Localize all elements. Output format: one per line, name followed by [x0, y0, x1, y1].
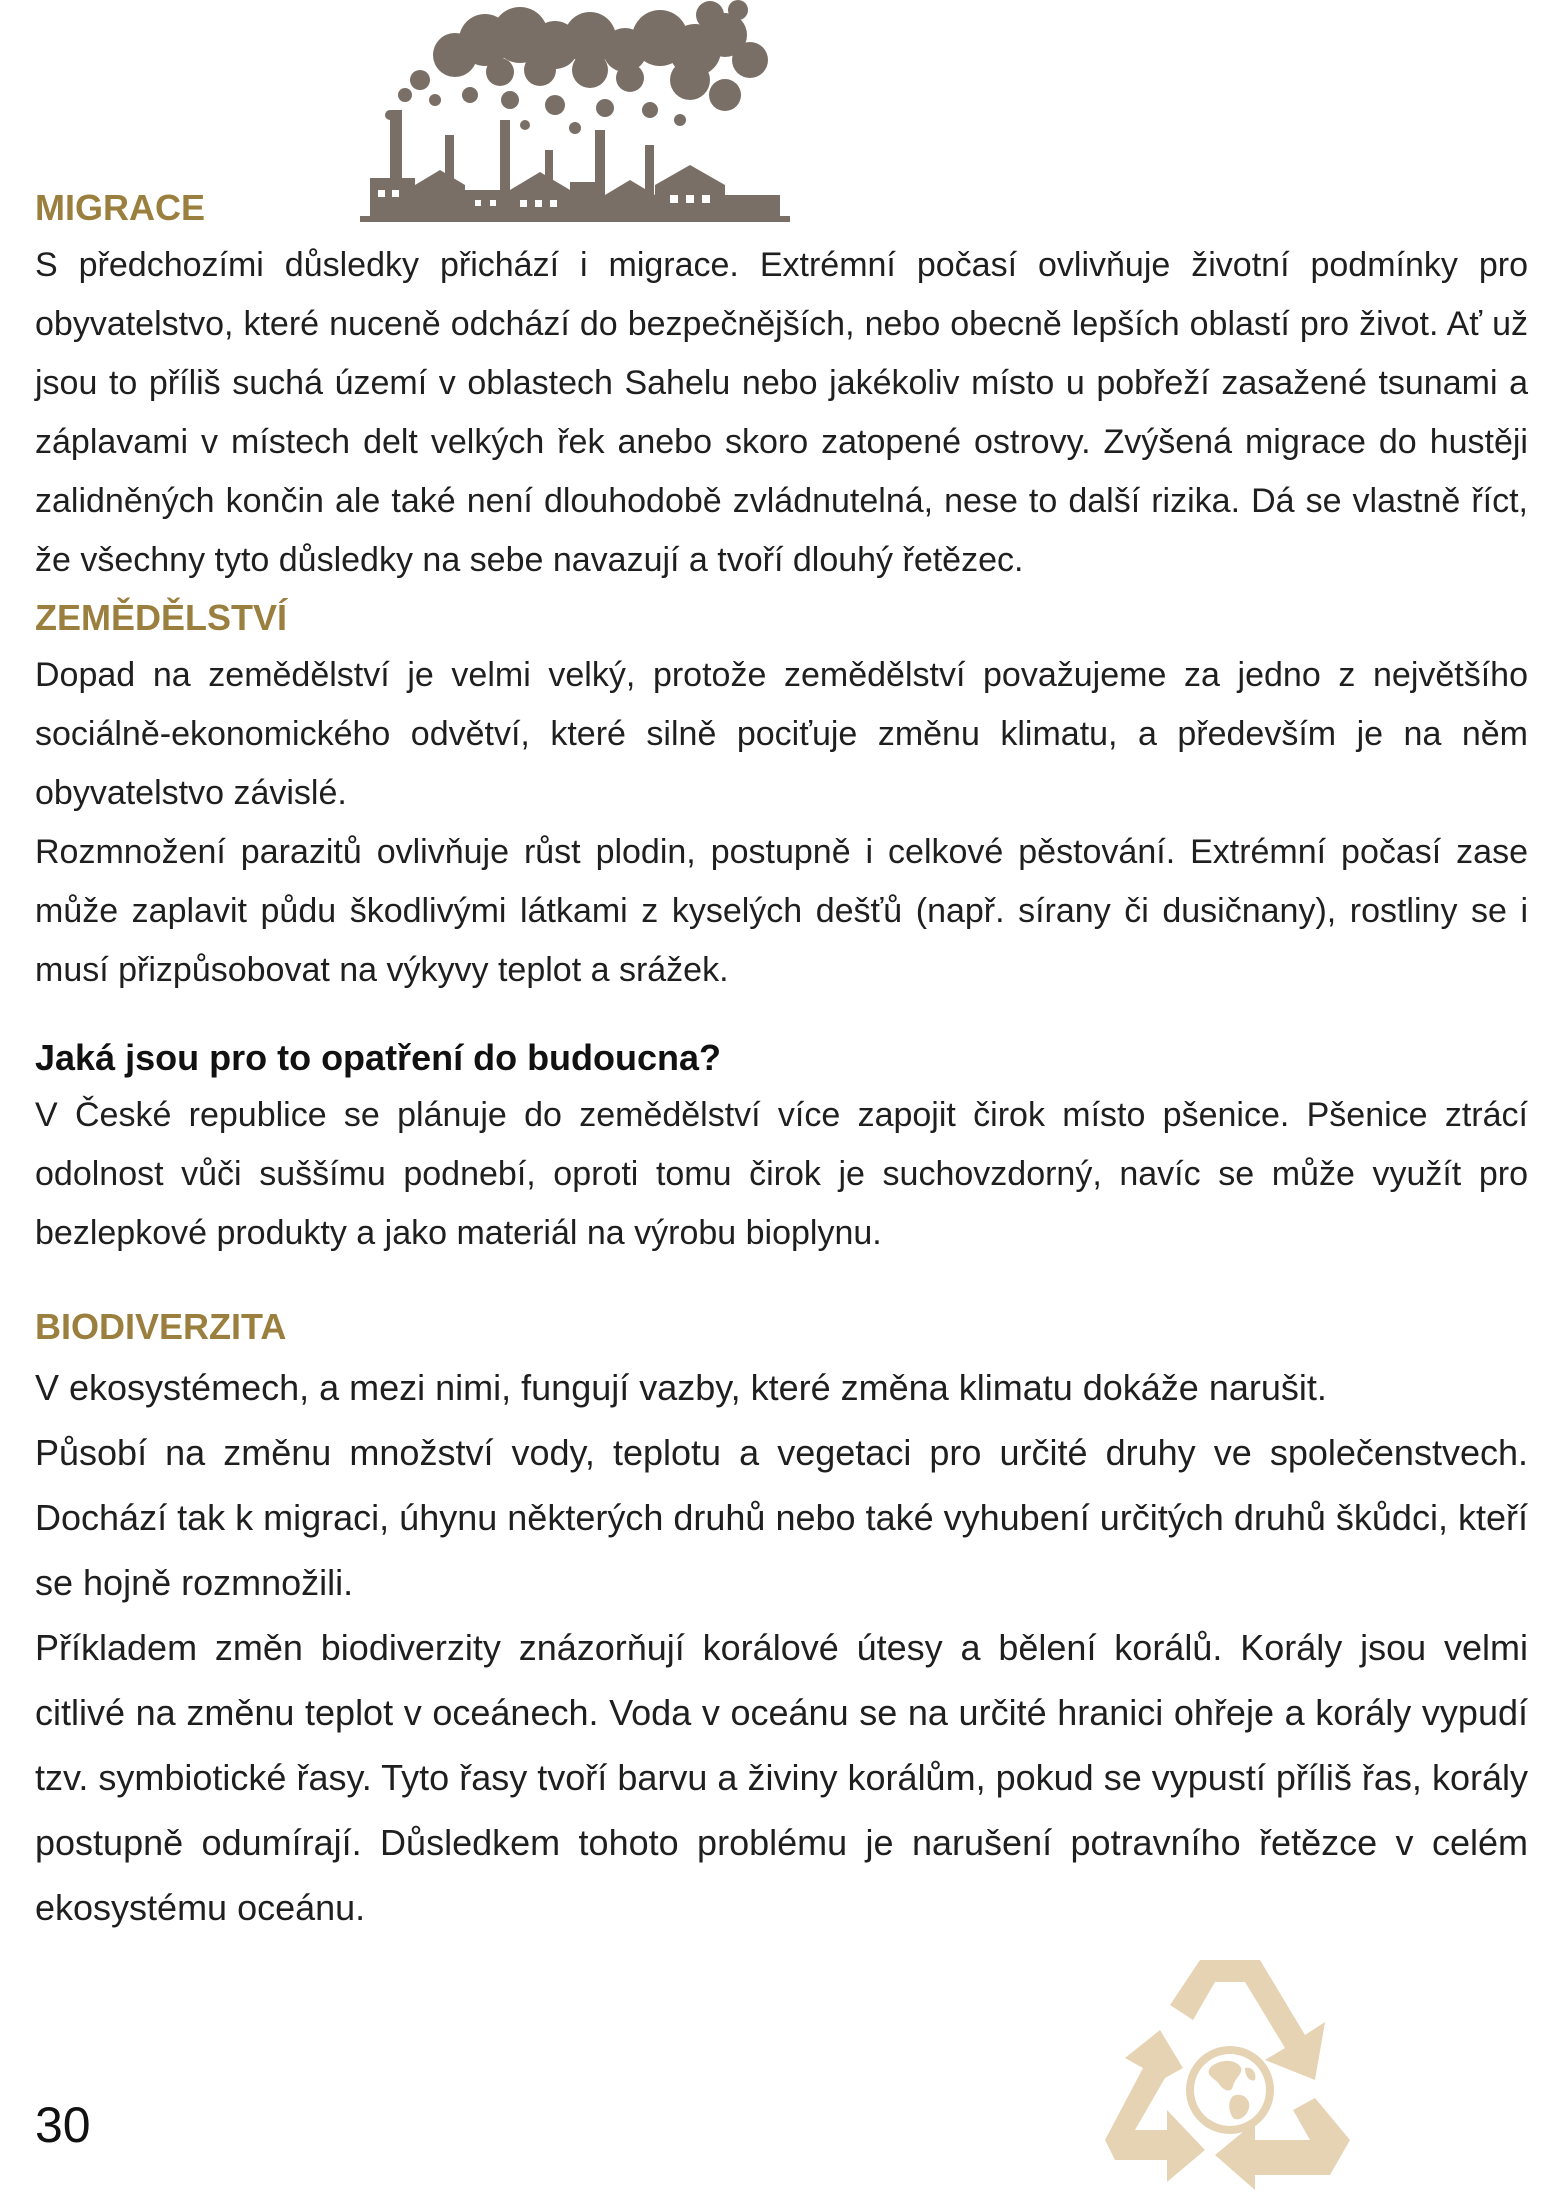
paragraph-zemedelstvi-2: Rozmnožení parazitů ovlivňuje růst plodin, postupně i celkové pěstování. Extrémní počasí zase může zaplavit půdu škodlivými látkami z kyselých dešťů (např. sírany či dusičnany), rostliny se i musí přizpůsobovat na výkyvy teplot a srážek.: [35, 833, 1528, 989]
heading-zemedelstvi: ZEMĚDĚLSTVÍ: [35, 597, 288, 638]
main-content: [35, 180, 1528, 1940]
paragraph-biodiverzita-2: Působí na změnu množství vody, teplotu a vegetaci pro určité druhy ve společenstvech. Dochází tak k migraci, úhynu některých druhů nebo také vyhubení určitých druhů škůdci, kteří se hojně rozmnožili.: [35, 1432, 1528, 1603]
heading-biodiverzita: BIODIVERZITA: [35, 1306, 287, 1347]
recycle-globe-icon: [1105, 1950, 1355, 2190]
page-number: 30: [35, 2097, 91, 2153]
heading-opatreni: Jaká jsou pro to opatření do budoucna?: [35, 1037, 722, 1078]
paragraph-migrace: S předchozími důsledky přichází i migrace. Extrémní počasí ovlivňuje životní podmínky pro obyvatelstvo, které nuceně odchází do bezpečnějších, nebo obecně lepších oblastí pro život. Ať už jsou to příliš suchá území v oblastech Sahelu nebo jakékoliv místo u pobřeží zasažené tsunami a záplavami v místech delt velkých řek anebo skoro zatopené ostrovy. Zvýšená migrace do hustěji zalidněných končin ale také není dlouhodobě zvládnutelná, nese to další rizika. Dá se vlastně říct, že všechny tyto důsledky na sebe navazují a tvoří dlouhý řetězec.: [35, 246, 1528, 579]
heading-migrace: MIGRACE: [35, 187, 205, 228]
paragraph-opatreni: V České republice se plánuje do zemědělství více zapojit čirok místo pšenice. Pšenice ztrácí odolnost vůči suššímu podnebí, oproti tomu čirok je suchovzdorný, navíc se může využít pro bezlepkové produkty a jako materiál na výrobu bioplynu.: [35, 1096, 1528, 1252]
paragraph-biodiverzita-3: Příkladem změn biodiverzity znázorňují korálové útesy a bělení korálů. Korály jsou velmi citlivé na změnu teplot v oceánech. Voda v oceánu se na určité hranici ohřeje a korály vypudí tzv. symbiotické řasy. Tyto řasy tvoří barvu a živiny korálům, pokud se vypustí příliš řas, korály postupně odumírají. Důsledkem tohoto problému je narušení potravního řetězce v celém ekosystému oceánu.: [35, 1627, 1528, 1928]
paragraph-biodiverzita-1: V ekosystémech, a mezi nimi, fungují vazby, které změna klimatu dokáže narušit.: [35, 1367, 1327, 1408]
paragraph-zemedelstvi-1: Dopad na zemědělství je velmi velký, protože zemědělství považujeme za jedno z největšího sociálně-ekonomického odvětví, které silně pociťuje změnu klimatu, a především je na něm obyvatelstvo závislé.: [35, 656, 1528, 812]
